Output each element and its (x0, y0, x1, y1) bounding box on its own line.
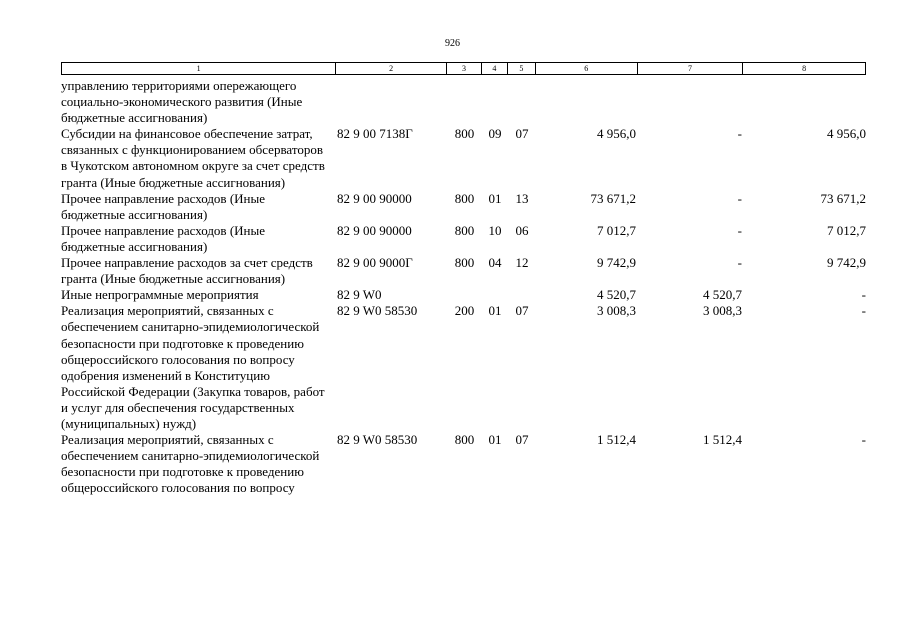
row-col-4: 10 (488, 222, 502, 238)
row-col-6 (536, 78, 638, 126)
row-col-7 (638, 78, 744, 126)
row-code: 82 9 00 7138Г (337, 126, 413, 142)
row-col-8: - (861, 432, 866, 448)
row-code: 82 9 00 90000 (337, 222, 412, 238)
row-col-5: 07 (515, 432, 529, 448)
row-col-8: - (861, 303, 866, 319)
row-col-3: 800 (454, 255, 475, 271)
row-col-7: 4 520,7 (703, 287, 742, 303)
row-col-4: 01 (488, 432, 502, 448)
header-col-5: 5 (508, 63, 536, 74)
row-col-7: - (737, 126, 742, 142)
header-col-6: 6 (536, 63, 638, 74)
row-col-3: 800 (454, 126, 475, 142)
row-name: Прочее направление расходов (Иные бюджетные ассигнования) (61, 222, 266, 254)
row-col-8: 7 012,7 (827, 222, 866, 238)
row-name: Прочее направление расходов (Иные бюджетные ассигнования) (61, 190, 266, 222)
row-code: 82 9 W0 (337, 287, 382, 303)
header-col-3: 3 (447, 63, 482, 74)
row-col-8: 73 671,2 (820, 190, 866, 206)
row-col-4 (482, 287, 508, 303)
row-col-7: 1 512,4 (703, 432, 742, 448)
row-col-5: 07 (515, 126, 529, 142)
row-col-8: - (861, 287, 866, 303)
table-row (61, 78, 866, 126)
row-code: 82 9 00 9000Г (337, 255, 413, 271)
row-code: 82 9 00 90000 (337, 190, 412, 206)
row-col-4: 09 (488, 126, 502, 142)
row-col-5 (508, 287, 536, 303)
row-col-7: - (737, 255, 742, 271)
header-col-2: 2 (336, 63, 447, 74)
row-col-4: 01 (488, 303, 502, 319)
table-row (61, 191, 866, 223)
row-col-3 (447, 78, 482, 126)
row-col-6: 7 012,7 (597, 222, 636, 238)
row-col-6: 73 671,2 (590, 190, 636, 206)
row-col-3: 800 (454, 222, 475, 238)
header-col-8: 8 (802, 64, 807, 73)
row-col-3: 800 (454, 432, 475, 448)
table-row (61, 255, 866, 287)
table-row (61, 287, 866, 303)
row-col-8: 9 742,9 (827, 255, 866, 271)
row-name: Прочее направление расходов за счет средств гранта (Иные бюджетные ассигнования) (61, 255, 313, 287)
row-col-4: 01 (488, 190, 502, 206)
page-number: 926 (445, 38, 460, 49)
row-col-6: 4 956,0 (597, 126, 636, 142)
row-name: Иные непрограммные мероприятия (61, 287, 259, 303)
row-col-6: 3 008,3 (597, 303, 636, 319)
row-col-3: 200 (454, 303, 475, 319)
table-row (61, 303, 866, 432)
row-name: управлению территориями опережающего социально-экономического развития (Иные бюджетные ассигнования) (61, 78, 303, 126)
row-col-5: 06 (515, 222, 529, 238)
row-code: 82 9 W0 58530 (337, 303, 418, 319)
row-col-4 (482, 78, 508, 126)
row-code: 82 9 W0 58530 (337, 432, 418, 448)
row-name: Реализация мероприятий, связанных с обеспечением санитарно-эпидемиологической безопасности при подготовке к проведению общероссийского голосования по вопросу (61, 432, 320, 496)
table-row (61, 126, 866, 190)
row-col-5: 13 (515, 190, 529, 206)
row-code (336, 78, 447, 126)
row-col-3 (447, 287, 482, 303)
row-col-8 (744, 78, 866, 126)
header-col-7: 7 (638, 63, 744, 74)
row-col-7: - (737, 222, 742, 238)
row-col-6: 1 512,4 (597, 432, 636, 448)
row-name: Реализация мероприятий, связанных с обеспечением санитарно-эпидемиологической безопасности при подготовке к проведению общероссийского голосования по вопросу одобрения изменений в Конституцию Российской Федерации (Закупка товаров, работ и услуг для обеспечения государственных (муниципальных) нужд) (61, 303, 325, 431)
row-col-4: 04 (488, 255, 502, 271)
table-body (61, 78, 866, 496)
row-col-5: 12 (515, 255, 529, 271)
row-col-6: 9 742,9 (597, 255, 636, 271)
row-col-7: - (737, 190, 742, 206)
row-col-7: 3 008,3 (703, 303, 742, 319)
row-name: Субсидии на финансовое обеспечение затрат, связанных с функционированием обсерваторов в Чукотском автономном округе за счет средств гранта (Иные бюджетные ассигнования) (61, 126, 325, 190)
table-row (61, 223, 866, 255)
table-header (61, 62, 866, 75)
row-col-5: 07 (515, 303, 529, 319)
table-row (61, 432, 866, 496)
row-col-5 (508, 78, 536, 126)
row-col-8: 4 956,0 (827, 126, 866, 142)
row-col-3: 800 (454, 190, 475, 206)
header-col-1: 1 (62, 63, 336, 74)
row-col-6: 4 520,7 (597, 287, 636, 303)
header-col-4: 4 (482, 63, 508, 74)
